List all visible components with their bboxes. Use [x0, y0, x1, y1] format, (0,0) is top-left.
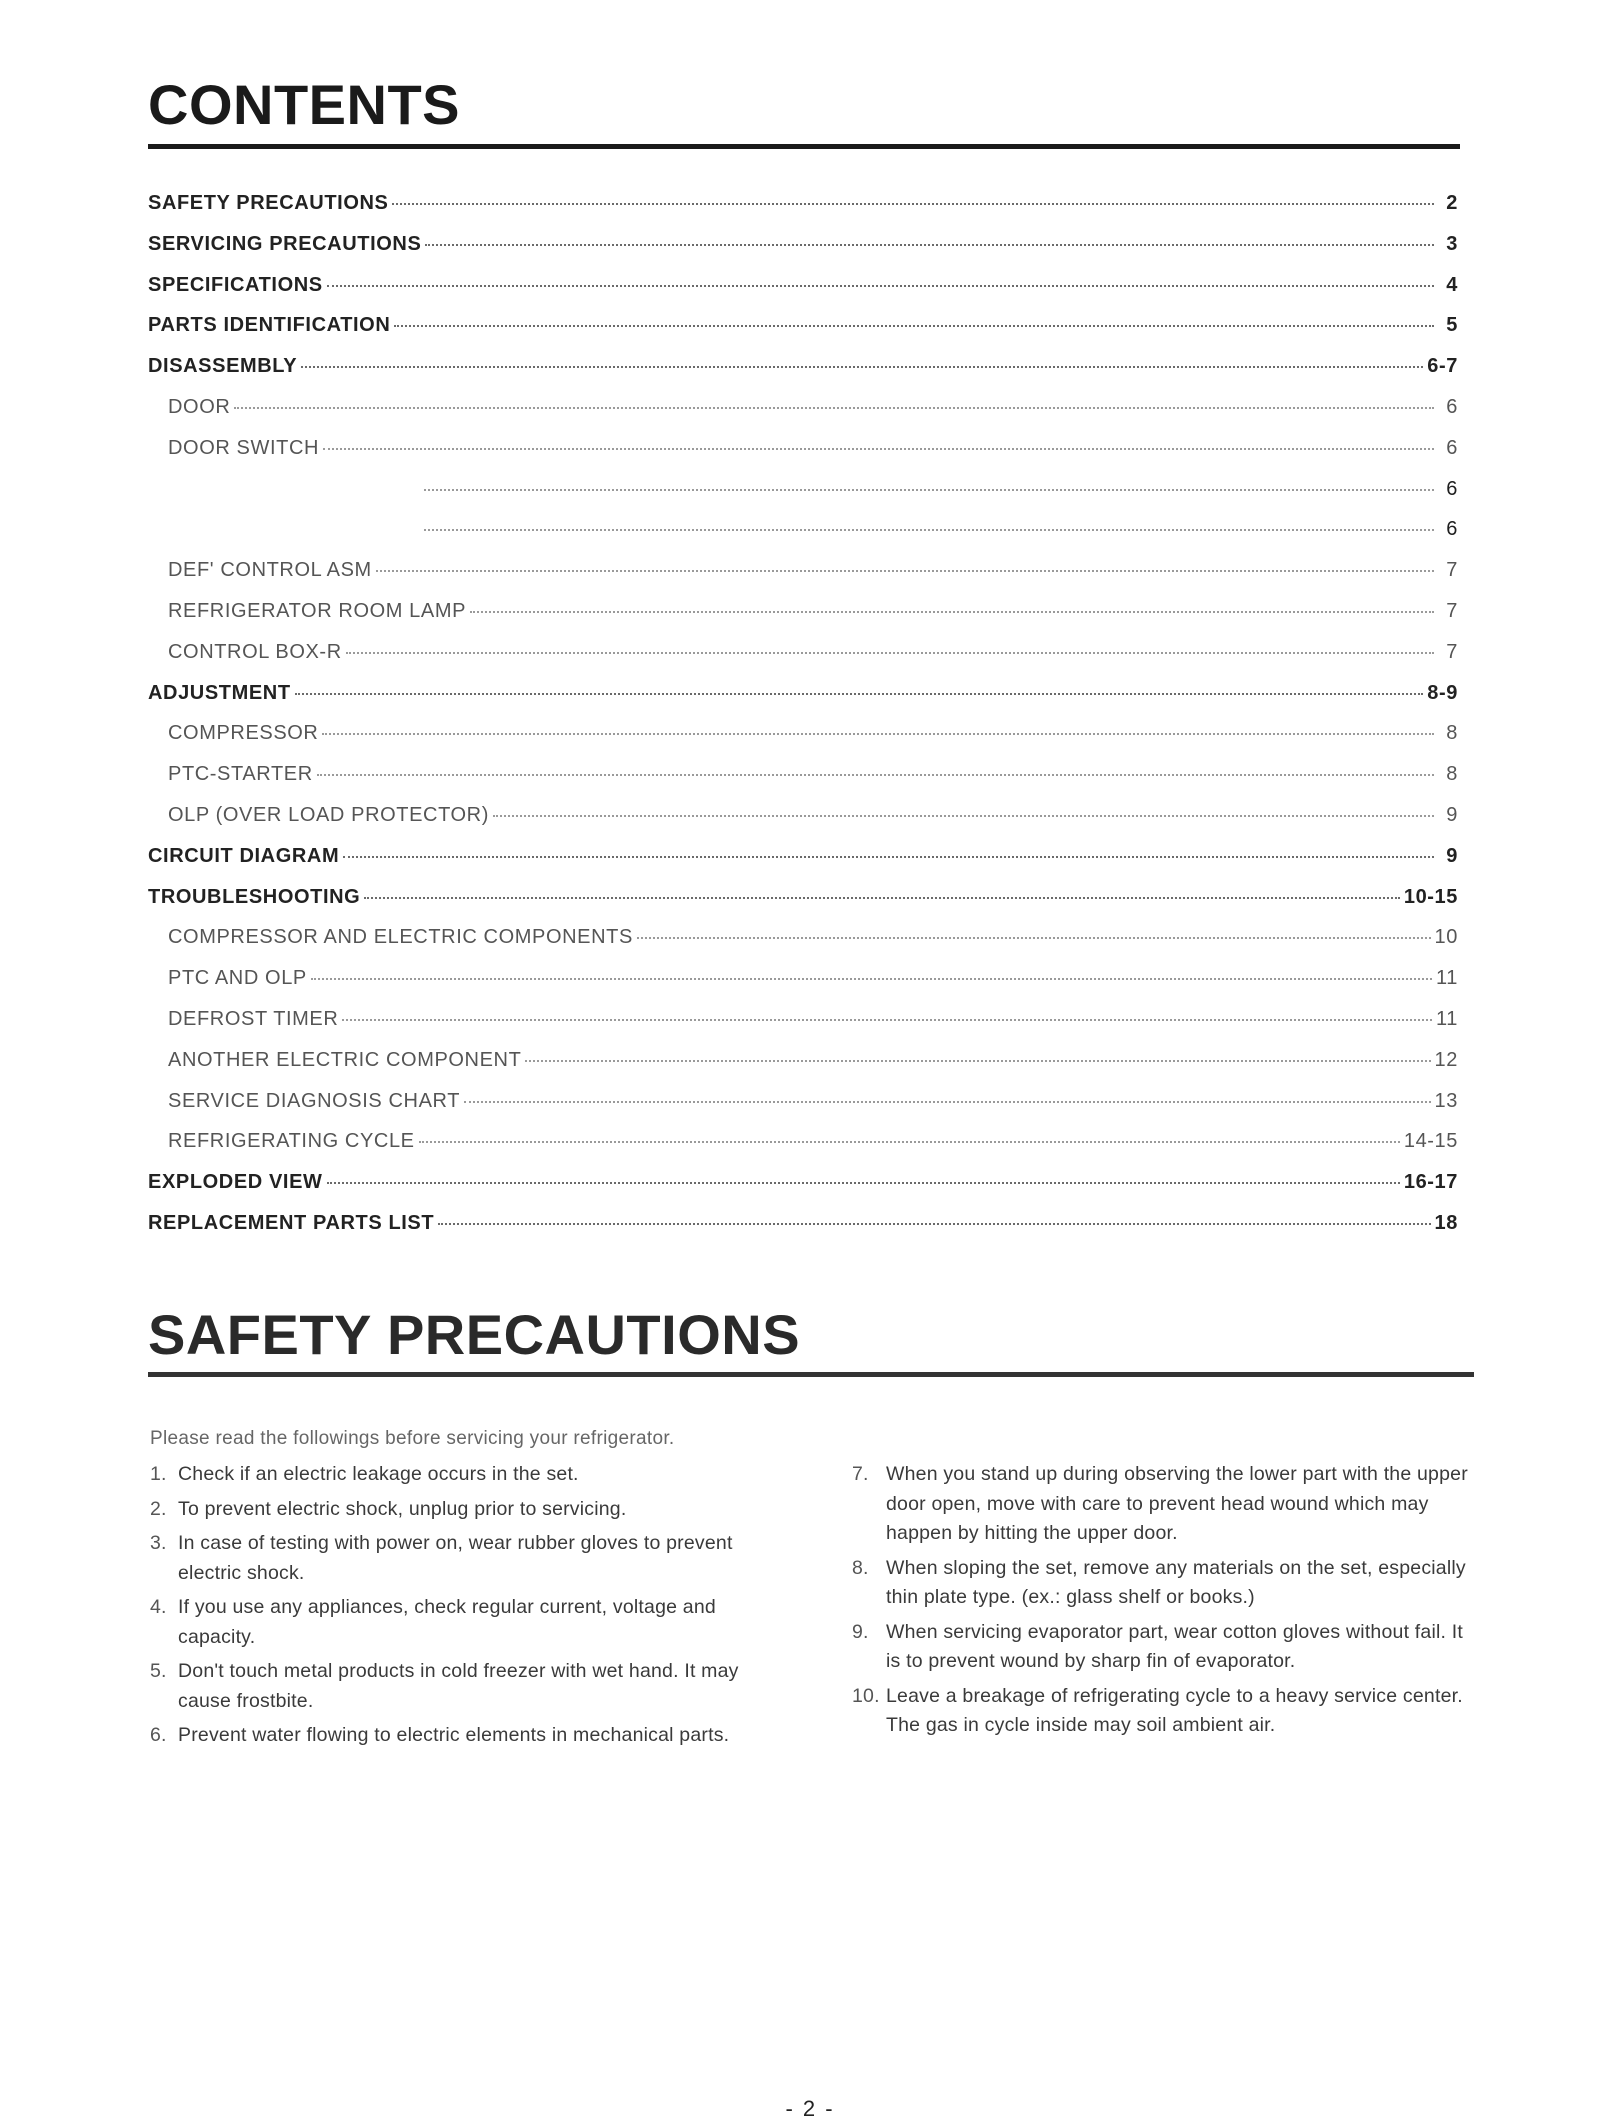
toc-entry: [148, 1049, 1458, 1090]
toc-entry-page: 7: [1446, 599, 1458, 622]
toc-entry: [148, 1008, 1458, 1049]
toc-leader-dots: [464, 1101, 1431, 1103]
toc-leader-dots: [327, 1182, 1400, 1184]
toc-entry: [148, 1212, 1458, 1253]
toc-entry-page: 13: [1434, 1089, 1458, 1112]
safety-item-number: 7.: [852, 1463, 869, 1485]
safety-item-text: Leave a breakage of refrigerating cycle to a heavy service center. The gas in cycle inside may soil ambient air.: [886, 1684, 1463, 1736]
toc-entry-label: PARTS IDENTIFICATION: [148, 314, 391, 337]
toc-leader-dots: [311, 978, 1432, 980]
toc-entry: [148, 233, 1458, 274]
toc-entry-page: 18: [1434, 1211, 1458, 1234]
toc-entry-page: 7: [1446, 640, 1458, 663]
toc-leader-dots: [525, 1060, 1430, 1062]
safety-item-text: Prevent water flowing to electric elements in mechanical parts.: [178, 1724, 730, 1746]
toc-entry-page: 12: [1434, 1048, 1458, 1071]
toc-entry-page: 4: [1446, 273, 1458, 296]
toc-entry: [148, 1090, 1458, 1131]
toc-leader-dots: [301, 366, 1423, 368]
toc-entry-page: 8: [1446, 763, 1458, 786]
safety-item-text: If you use any appliances, check regular current, voltage and capacity.: [178, 1596, 716, 1648]
toc-leader-dots: [346, 652, 1434, 654]
toc-leader-dots: [364, 897, 1400, 899]
toc-entry: [148, 274, 1458, 315]
toc-entry-page: 7: [1446, 559, 1458, 582]
toc-leader-dots: [424, 529, 1434, 531]
safety-item-number: 4.: [150, 1596, 167, 1618]
safety-item-number: 2.: [150, 1497, 167, 1520]
safety-item-number: 1.: [150, 1463, 167, 1485]
safety-item-text: When you stand up during observing the lower part with the upper door open, move with care to prevent head wound which may happen by hitting the upper door.: [886, 1463, 1468, 1544]
safety-item-number: 9.: [852, 1620, 869, 1643]
toc-entry: [148, 641, 1458, 682]
toc-entry: [148, 396, 1458, 437]
safety-list-right: [852, 1460, 1472, 1746]
toc-entry: [148, 967, 1458, 1008]
toc-entry-label: CONTROL BOX-R: [168, 640, 342, 663]
toc-entry-label: REFRIGERATING CYCLE: [168, 1130, 415, 1153]
toc-entry-page: 8: [1446, 722, 1458, 745]
toc-leader-dots: [394, 325, 1434, 327]
safety-item: [852, 1554, 1472, 1613]
toc-entry-page: 10-15: [1403, 885, 1458, 908]
toc-entry-label: COMPRESSOR: [168, 722, 319, 745]
toc-entry-label: ADJUSTMENT: [148, 681, 291, 704]
toc-entry-page: 6: [1446, 436, 1458, 459]
toc-entry: [148, 1171, 1458, 1212]
safety-list-left: [150, 1460, 790, 1756]
toc-leader-dots: [343, 856, 1434, 858]
toc-entry-label: OLP (OVER LOAD PROTECTOR): [168, 803, 489, 826]
safety-item-number: 10.: [852, 1684, 880, 1707]
safety-divider: [148, 1372, 1474, 1377]
toc-entry-label: DISASSEMBLY: [148, 355, 298, 378]
toc-entry: [148, 355, 1458, 396]
safety-item: [150, 1495, 790, 1525]
toc-leader-dots: [438, 1223, 1430, 1225]
safety-item-number: 5.: [150, 1660, 167, 1682]
safety-item: [852, 1618, 1472, 1677]
toc-entry-page: 9: [1446, 803, 1458, 826]
safety-item-text: Check if an electric leakage occurs in the set.: [178, 1463, 579, 1485]
toc-entry-label: SAFETY PRECAUTIONS: [148, 192, 389, 214]
toc-entry: [148, 559, 1458, 600]
toc-entry-page: 10: [1434, 926, 1458, 949]
toc-leader-dots: [317, 774, 1434, 776]
toc-entry-label: PTC AND OLP: [168, 967, 307, 990]
toc-entry: [148, 804, 1458, 845]
toc-entry-label: DOOR: [168, 395, 231, 418]
safety-item: [150, 1460, 790, 1490]
toc-entry: [148, 478, 1458, 519]
toc-entry-label: REFRIGERATOR ROOM LAMP: [168, 599, 467, 622]
toc-entry-page: 11: [1436, 1007, 1458, 1030]
toc-leader-dots: [470, 611, 1434, 613]
toc-entry-page: 6: [1446, 518, 1458, 541]
toc-entry-label: DEF' CONTROL ASM: [168, 559, 372, 582]
safety-item: [150, 1529, 790, 1588]
toc-entry: [148, 845, 1458, 886]
toc-leader-dots: [637, 937, 1431, 939]
toc-leader-dots: [323, 448, 1434, 450]
toc-leader-dots: [424, 489, 1434, 491]
table-of-contents: [148, 192, 1458, 1253]
toc-leader-dots: [493, 815, 1434, 817]
toc-entry: [148, 886, 1458, 927]
toc-entry: [148, 314, 1458, 355]
safety-item: [150, 1721, 790, 1751]
safety-item-number: 6.: [150, 1724, 167, 1746]
safety-item: [852, 1682, 1472, 1741]
toc-entry-page: 14-15: [1403, 1130, 1458, 1153]
toc-entry-label: DOOR SWITCH: [168, 436, 320, 459]
toc-entry-label: SPECIFICATIONS: [148, 273, 323, 296]
safety-item-text: Don't touch metal products in cold freezer with wet hand. It may cause frostbite.: [178, 1660, 739, 1712]
toc-entry-label: SERVICE DIAGNOSIS CHART: [168, 1089, 461, 1112]
toc-entry-label: REPLACEMENT PARTS LIST: [148, 1211, 435, 1234]
toc-leader-dots: [234, 407, 1434, 409]
toc-entry-page: 5: [1446, 314, 1458, 337]
safety-item-number: 8.: [852, 1556, 869, 1579]
toc-entry-page: 9: [1446, 844, 1458, 867]
page-number: - 2 -: [785, 2096, 835, 2121]
toc-entry-page: 6: [1446, 477, 1458, 500]
toc-entry-page: 3: [1446, 232, 1458, 255]
toc-leader-dots: [392, 203, 1434, 205]
toc-entry-label: TROUBLESHOOTING: [148, 885, 361, 908]
toc-entry: [148, 682, 1458, 723]
toc-entry-label: PTC-STARTER: [168, 763, 313, 786]
toc-leader-dots: [376, 570, 1434, 572]
safety-item: [150, 1593, 790, 1652]
toc-leader-dots: [425, 244, 1434, 246]
toc-entry: [148, 600, 1458, 641]
toc-leader-dots: [342, 1019, 1432, 1021]
toc-leader-dots: [327, 285, 1434, 287]
toc-entry-page: 8-9: [1427, 681, 1458, 704]
safety-intro: Please read the followings before servicing your refrigerator.: [150, 1428, 675, 1449]
contents-divider: [148, 144, 1460, 149]
toc-entry-page: 6: [1446, 395, 1458, 418]
toc-entry: [148, 192, 1458, 233]
toc-entry: [148, 437, 1458, 478]
toc-entry-label: COMPRESSOR AND ELECTRIC COMPONENTS: [168, 926, 633, 949]
toc-leader-dots: [295, 693, 1424, 695]
toc-entry-page: 11: [1436, 967, 1458, 990]
safety-heading: SAFETY PRECAUTIONS: [148, 1303, 801, 1366]
safety-item: [852, 1460, 1472, 1549]
toc-entry-label: SERVICING PRECAUTIONS: [148, 232, 422, 255]
toc-entry-label: EXPLODED VIEW: [148, 1171, 323, 1194]
safety-item-text: In case of testing with power on, wear rubber gloves to prevent electric shock.: [178, 1532, 733, 1584]
safety-item-text: When servicing evaporator part, wear cotton gloves without fail. It is to prevent wound by sharp fin of evaporator.: [886, 1620, 1464, 1672]
toc-leader-dots: [419, 1141, 1400, 1143]
safety-item-text: When sloping the set, remove any materials on the set, especially thin plate type. (ex.: glass shelf or books.): [886, 1556, 1466, 1608]
toc-entry: [148, 1130, 1458, 1171]
contents-heading: CONTENTS: [148, 73, 460, 136]
toc-entry-page: 2: [1446, 192, 1458, 214]
safety-item-text: To prevent electric shock, unplug prior to servicing.: [178, 1497, 627, 1520]
toc-entry-label: CIRCUIT DIAGRAM: [148, 844, 340, 867]
toc-entry: [148, 926, 1458, 967]
toc-entry-label: DEFROST TIMER: [168, 1007, 339, 1030]
toc-entry-label: ANOTHER ELECTRIC COMPONENT: [168, 1048, 522, 1071]
toc-entry-page: 16-17: [1403, 1171, 1458, 1194]
toc-leader-dots: [322, 733, 1434, 735]
toc-entry-page: 6-7: [1427, 355, 1458, 378]
safety-item: [150, 1657, 790, 1716]
toc-entry: [148, 722, 1458, 763]
safety-item-number: 3.: [150, 1532, 167, 1554]
toc-entry: [148, 518, 1458, 559]
toc-entry: [148, 763, 1458, 804]
